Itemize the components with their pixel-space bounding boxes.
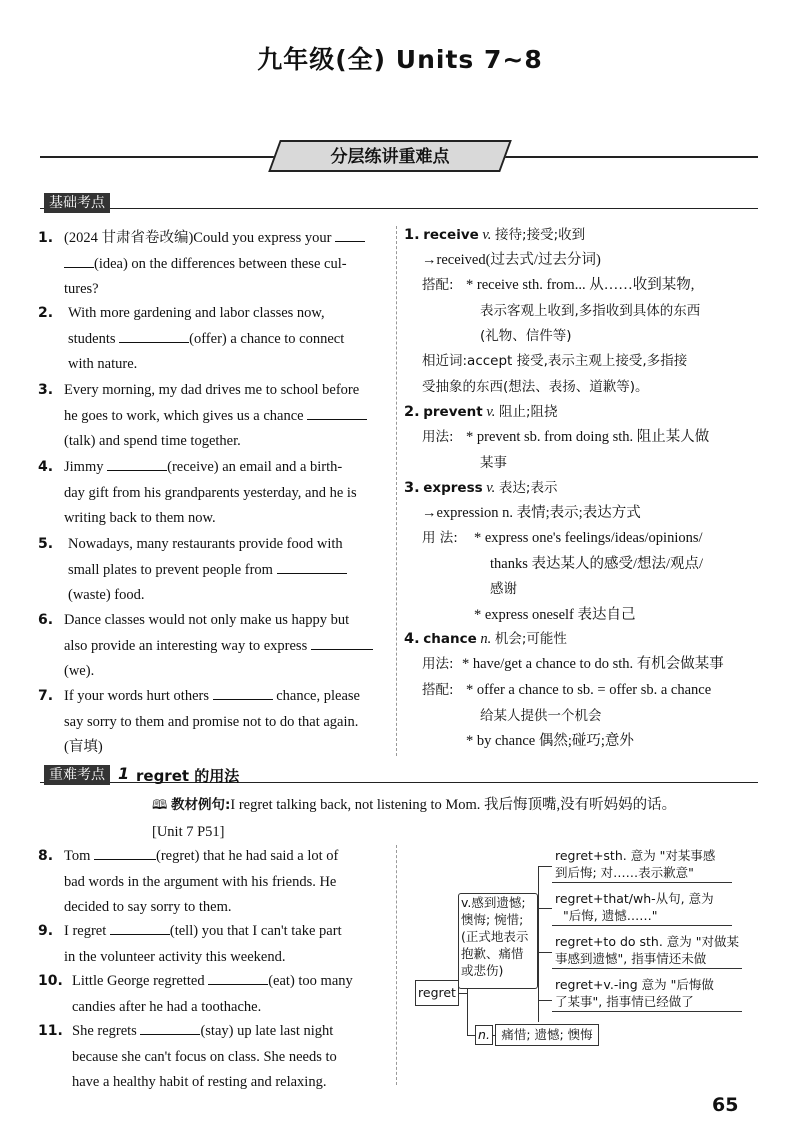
answer-blank[interactable] xyxy=(213,685,273,700)
question-5: 5. Nowadays, many restaurants provide food with small plates to prevent people from (waste) food. xyxy=(68,532,384,609)
answer-blank[interactable] xyxy=(277,559,347,574)
answer-blank[interactable] xyxy=(94,845,156,860)
answer-blank[interactable] xyxy=(140,1020,200,1035)
note-express-usage: * express one's feelings/ideas/opinions/ thanks 表达某人的感受/想法/观点/ 感谢 * express oneself 表达自己 xyxy=(474,530,704,623)
question-4: 4. Jimmy (receive) an email and a birth- day gift from his grandparents yesterday, and he is writing back to them now. xyxy=(64,455,384,532)
mindmap-connector xyxy=(538,952,552,953)
column-divider-bottom xyxy=(396,845,397,1085)
question-number: 1. xyxy=(38,230,54,246)
mindmap-branch-2: regret+that/wh-从句, 意为 "后悔, 遗憾……" xyxy=(552,889,732,926)
mindmap-verb-frame xyxy=(458,893,538,989)
note-receive: 1. receive v. 接待;接受;收到 xyxy=(404,227,586,243)
question-11: 11. She regrets (stay) up late last night because she can't focus on class. She needs to have a healthy habit of resting and relaxing. xyxy=(72,1019,384,1096)
note-express: 3. express v. 表达;表示 xyxy=(404,480,558,496)
mindmap-branch-1: regret+sth. 意为 "对某事感 到后悔; 对……表示歉意" xyxy=(552,846,732,883)
answer-blank[interactable] xyxy=(110,920,170,935)
section2-number: 1 xyxy=(118,764,130,783)
question-1: 1. (2024 甘肃省卷改编)Could you express your (idea) on the differences between these cul- tures? xyxy=(64,226,384,303)
answer-blank[interactable] xyxy=(307,405,367,420)
answer-blank[interactable] xyxy=(107,456,167,471)
mindmap-connector xyxy=(538,1000,552,1001)
note-express-derive: →expression n. 表情;表示;表达方式 xyxy=(422,505,641,521)
answer-blank[interactable] xyxy=(119,328,189,343)
note-label: 搭配: xyxy=(422,277,454,293)
mindmap-noun-label: n. xyxy=(475,1025,493,1045)
section1-tag: 基础考点 xyxy=(44,193,110,213)
page-title: 九年级(全) Units 7~8 xyxy=(257,45,543,74)
note-chance-usage: * have/get a chance to do sth. 有机会做某事 xyxy=(462,656,724,672)
answer-blank[interactable] xyxy=(64,253,94,268)
mindmap-noun-box: 痛惜; 遗憾; 懊悔 xyxy=(495,1024,599,1046)
mindmap-branch-3: regret+to do sth. 意为 "对做某 事感到遗憾", 指事情还未做 xyxy=(552,932,742,969)
section1-rule xyxy=(40,208,758,209)
mindmap-connector xyxy=(538,866,552,867)
banner-text: 分层练讲重难点 xyxy=(330,147,450,167)
column-divider-top xyxy=(396,226,397,756)
note-receive-derive: →received(过去式/过去分词) xyxy=(422,252,601,268)
mindmap-branch-4: regret+v.-ing 意为 "后悔做 了某事", 指事情已经做了 xyxy=(552,975,742,1012)
note-prevent-usage: * prevent sb. from doing sth. 阻止某人做 某事 xyxy=(466,429,710,471)
answer-blank[interactable] xyxy=(311,635,373,650)
section2-tag: 重难考点 xyxy=(44,765,110,785)
note-chance: 4. chance n. 机会;可能性 xyxy=(404,631,567,647)
question-8: 8. Tom (regret) that he had said a lot of bad words in the argument with his friends. He decided to say sorry to them. xyxy=(64,844,384,921)
book-icon: 🕮 xyxy=(152,798,168,813)
question-7: 7. If your words hurt others chance, please say sorry to them and promise not to do that again. (盲填) xyxy=(64,684,384,761)
mindmap-connector xyxy=(467,1035,475,1036)
mindmap-verb-box: v.感到遗憾; 懊悔; 惋惜; (正式地表示 抱歉、痛惜 或悲伤) xyxy=(459,893,537,989)
textbook-example: 🕮 教材例句:I regret talking back, not listening to Mom. 我后悔顶嘴,没有听妈妈的话。 [Unit 7 P51] xyxy=(152,797,677,840)
mindmap-connector xyxy=(459,993,467,994)
question-9: 9. I regret (tell) you that I can't take part in the volunteer activity this weekend. xyxy=(64,919,384,970)
question-10: 10. Little George regretted (eat) too many candies after he had a toothache. xyxy=(72,969,384,1020)
mindmap-root: regret xyxy=(415,980,459,1006)
answer-blank[interactable] xyxy=(208,970,268,985)
note-receive-collocation: * receive sth. from... 从……收到某物, 表示客观上收到,多指收到具体的东西 (礼物、信件等) xyxy=(466,277,701,344)
mindmap-connector xyxy=(538,866,539,1022)
mindmap-connector xyxy=(538,908,552,909)
question-2: 2. With more gardening and labor classes now, students (offer) a chance to connect with nature. xyxy=(38,305,345,372)
question-3: 3. Every morning, my dad drives me to school before he goes to work, which gives us a chance (talk) and spend time together. xyxy=(64,378,384,455)
note-receive-synonym: 相近词:accept 接受,表示主观上接受,多指接 受抽象的东西(想法、表扬、道歉等)。 xyxy=(422,353,688,395)
note-chance-collocation: * offer a chance to sb. = offer sb. a chance 给某人提供一个机会 * by chance 偶然;碰巧;意外 xyxy=(466,682,712,749)
question-6: 6. Dance classes would not only make us happy but also provide an interesting way to express (we). xyxy=(64,608,384,685)
note-prevent: 2. prevent v. 阻止;阻挠 xyxy=(404,404,558,420)
section2-heading: regret 的用法 xyxy=(136,767,240,785)
answer-blank[interactable] xyxy=(335,227,365,242)
page-number: 65 xyxy=(712,1094,739,1116)
